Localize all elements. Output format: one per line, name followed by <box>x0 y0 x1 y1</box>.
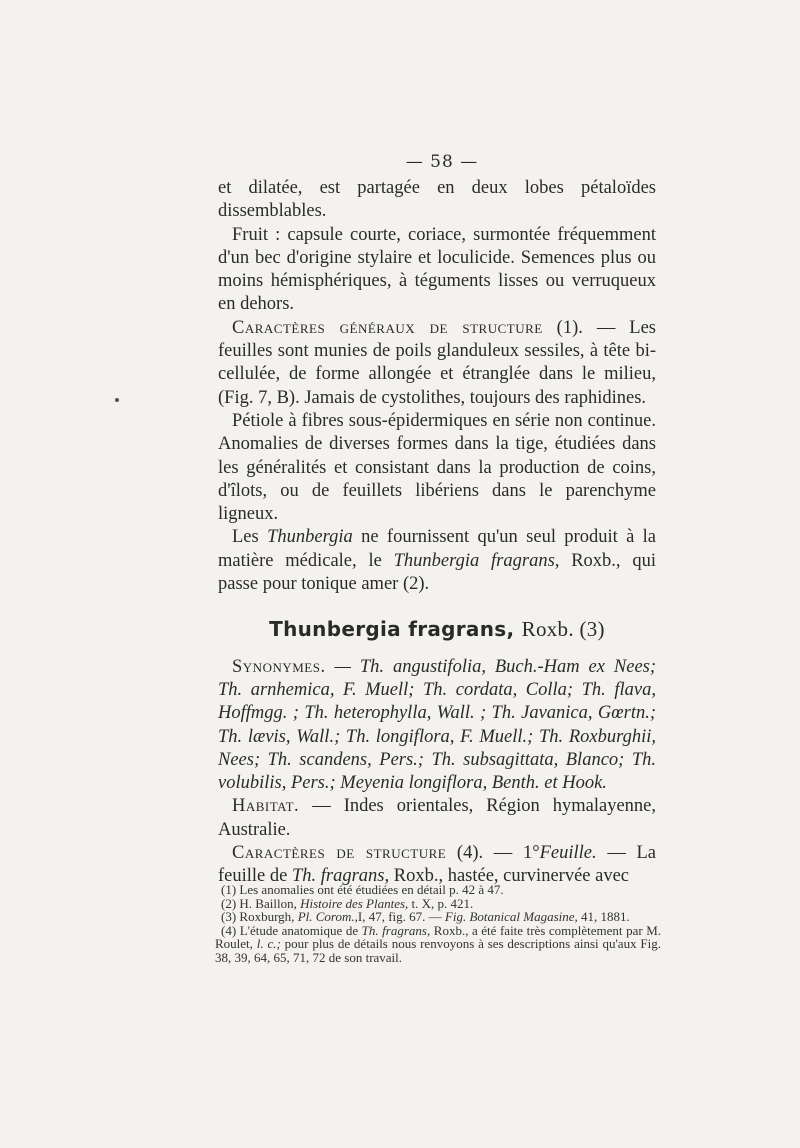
text-run: (4) L'étude anatomique de <box>221 922 359 938</box>
paragraph-fruit: Fruit : capsule courte, coriace, surmontée fréquemment d'un bec d'origine stylaire et loculicide. Semences plus ou moins hémisphériques, à téguments lisses ou verruqueux en dehors. <box>218 224 656 315</box>
paragraph-habitat <box>218 795 656 842</box>
book-title: Histoire des Plantes, <box>300 895 409 911</box>
structure-text: (1). — Les feuilles sont munies de poils glanduleux sessiles, à tête bi-cellulée, de forme allongée et étranglée dans le milieu, (Fig. 7, B). Jamais de cystolithes, toujours des raphidines. <box>218 317 656 408</box>
species-name: Thunbergia fragrans, <box>393 550 560 571</box>
heading-species: Thunbergia fragrans, <box>269 617 515 642</box>
text-run: (4). — 1° <box>456 843 540 864</box>
page-number: — 58 — <box>405 152 479 172</box>
synonyms-text: — Th. angustifolia, Buch.-Ham ex Nees; Th. arnhemica, F. Muell; Th. cordata, Colla; Th. flava, Hoffmgg. ; Th. heterophylla, Wall. ; Th. Javanica, Gœrtn.; Th. lævis, Wall.; Th. longiflora, F. Muell.; Th. Roxburghii, Nees; Th. scandens, Pers.; Th. subsagittata, Blanco; Th. volubilis, Pers.; Meyenia longiflora, Benth. et Hook. <box>218 656 657 794</box>
section-label-characters: Caractères de structure <box>232 843 447 864</box>
text-run: Roxb., hastée, curvinervée avec <box>393 866 630 887</box>
text-run: Roxb., qui passe pour tonique amer (2). <box>218 550 656 595</box>
species-heading <box>218 618 656 641</box>
text-run: t. X, p. 421. <box>411 895 474 911</box>
text-run: 41, 1881. <box>581 909 630 924</box>
ink-speck <box>115 398 119 402</box>
genus-name: Thunbergia <box>267 527 353 548</box>
leaf-label: Feuille. <box>539 843 597 864</box>
paragraph-drug <box>218 526 656 596</box>
text-run: I, 47, fig. 67. — <box>357 909 442 924</box>
paragraph-structure <box>218 317 656 410</box>
text-run: (3) Roxburgh, <box>221 909 295 924</box>
footnote-3 <box>215 910 661 924</box>
section-label-habitat: Habitat. <box>232 796 300 817</box>
main-text <box>218 177 656 889</box>
species-name: Th. fragrans, <box>361 922 431 938</box>
text-run: Les <box>232 527 259 548</box>
citation: l. c.; <box>256 936 281 951</box>
paragraph-petiole: Pétiole à fibres sous-épidermiques en série non continue. Anomalies de diverses formes dans la tige, étudiées dans les généralités et consistant dans la production de coins, d'îlots, ou de feuillets libériens dans le parenchyme ligneux. <box>218 410 656 525</box>
text-run: (2) H. Baillon, <box>221 895 297 911</box>
section-label-synonyms: Synonymes. <box>232 656 326 677</box>
footnote-4 <box>215 924 661 965</box>
footnotes <box>215 883 661 964</box>
paragraph-flower: et dilatée, est partagée en deux lobes pétaloïdes dissemblables. <box>218 178 656 222</box>
text-run: ne fournissent qu'un seul produit à la matière médicale, le <box>218 527 657 571</box>
footnote-2 <box>215 897 661 911</box>
paragraph-synonyms <box>218 656 656 796</box>
section-label-structure: Caractères généraux de structure <box>232 317 543 338</box>
text-run: Roxb., a été faite très complètement par M. Roulet, <box>215 922 662 951</box>
habitat-text: — Indes orientales, Région hymalayenne, Australie. <box>218 796 656 840</box>
text-run: pour plus de détails nous renvoyons à ses descriptions ainsi qu'aux Fig. 38, 39, 64, 65, 71, 72 de son travail. <box>215 936 661 965</box>
species-name: Th. fragrans, <box>291 866 390 887</box>
footnote-1: (1) Les anomalies ont été étudiées en détail p. 42 à 47. <box>221 882 504 897</box>
text-run: — La feuille de <box>218 843 657 887</box>
journal-title: Fig. Botanical Magasine, <box>444 909 578 924</box>
book-title: Pl. Corom., <box>297 909 358 924</box>
heading-author: Roxb. (3) <box>521 617 605 642</box>
